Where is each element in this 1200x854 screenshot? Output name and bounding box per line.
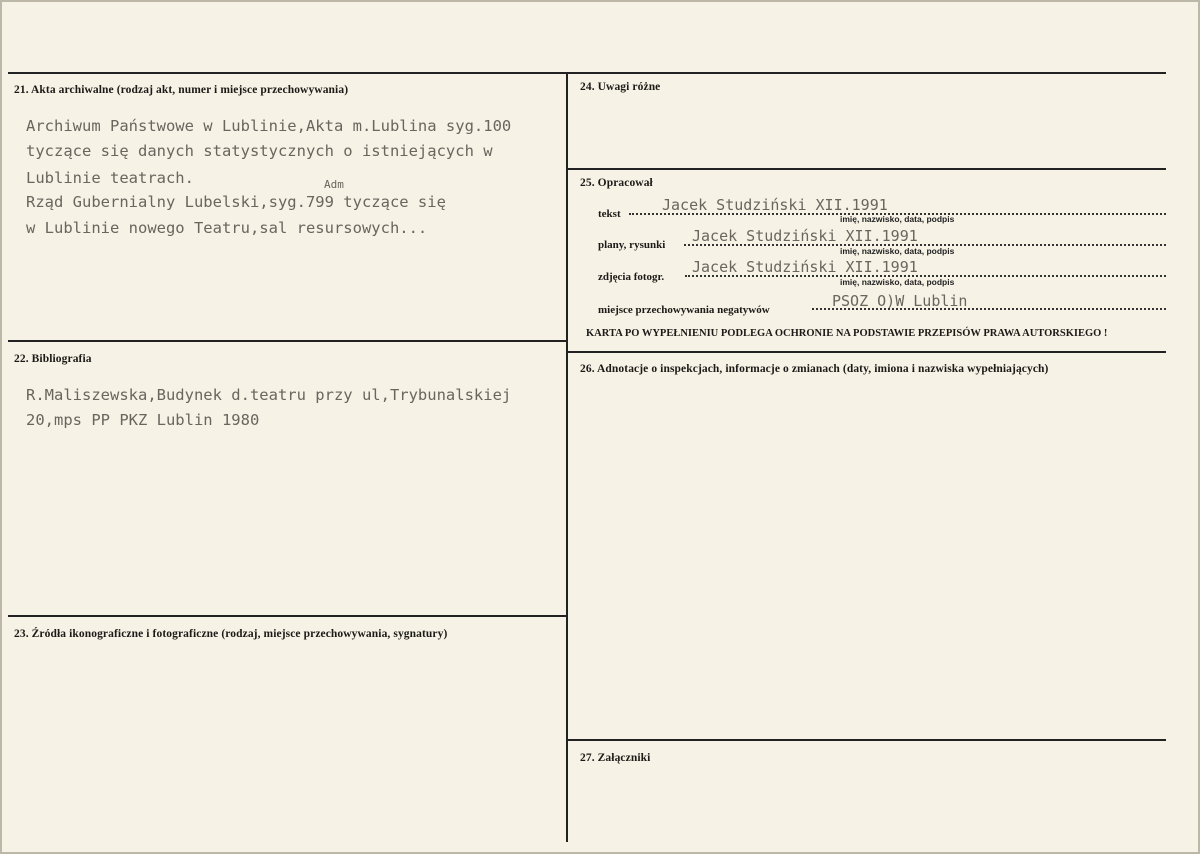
right-rule-3 xyxy=(566,739,1166,741)
section-21-line-3: Lublinie teatrach. xyxy=(26,169,194,187)
row-zdjecia-label: zdjęcia fotogr. xyxy=(598,271,665,283)
section-24-title: 24. Uwagi różne xyxy=(580,81,661,93)
section-21-line-4: Rząd Gubernialny Lubelski,syg.799 tyczące się xyxy=(26,193,446,211)
right-rule-2 xyxy=(566,351,1166,353)
row-tekst-caption: imię, nazwisko, data, podpis xyxy=(840,214,955,224)
row-plany-value: Jacek Studziński XII.1991 xyxy=(692,227,918,245)
negatives-value: PSOZ O)W Lublin xyxy=(832,292,968,310)
right-rule-1 xyxy=(566,168,1166,170)
section-26-hint: (daty, imiona i nazwiska wypełniających) xyxy=(842,363,1049,375)
section-21-title xyxy=(14,84,348,96)
section-22-line-1: R.Maliszewska,Budynek d.teatru przy ul,Trybunalskiej xyxy=(26,386,512,404)
section-21-correction: Adm xyxy=(324,178,344,191)
section-27-title: 27. Załączniki xyxy=(580,752,651,764)
center-divider xyxy=(566,72,568,842)
top-rule xyxy=(8,72,1166,74)
negatives-label: miejsce przechowywania negatywów xyxy=(598,304,770,316)
row-zdjecia-caption: imię, nazwisko, data, podpis xyxy=(840,277,955,287)
section-23-title xyxy=(14,628,447,640)
row-plany-caption: imię, nazwisko, data, podpis xyxy=(840,246,955,256)
section-21-line-2: tyczące się danych statystycznych o istniejących w xyxy=(26,142,493,160)
section-22-line-2: 20,mps PP PKZ Lublin 1980 xyxy=(26,411,260,429)
section-25-title: 25. Opracował xyxy=(580,177,653,189)
section-22-title: 22. Bibliografia xyxy=(14,353,92,365)
row-plany-label: plany, rysunki xyxy=(598,239,666,251)
row-tekst-value: Jacek Studziński XII.1991 xyxy=(662,196,888,214)
row-tekst-label: tekst xyxy=(598,208,621,220)
section-21-hint: (rodzaj akt, numer i miejsce przechowywania) xyxy=(116,84,349,96)
section-21-label: 21. Akta archiwalne xyxy=(14,84,114,96)
copyright-notice: KARTA PO WYPEŁNIENIU PODLEGA OCHRONIE NA PODSTAWIE PRZEPISÓW PRAWA AUTORSKIEGO ! xyxy=(586,328,1108,339)
left-rule-2 xyxy=(8,615,568,617)
section-21-line-5: w Lublinie nowego Teatru,sal resursowych... xyxy=(26,219,428,237)
section-26-title xyxy=(580,363,1048,375)
section-21-line-1: Archiwum Państwowe w Lublinie,Akta m.Lublina syg.100 xyxy=(26,117,512,135)
left-rule-1 xyxy=(8,340,568,342)
row-zdjecia-value: Jacek Studziński XII.1991 xyxy=(692,258,918,276)
section-23-hint: (rodzaj, miejsce przechowywania, sygnatury) xyxy=(221,628,448,640)
section-23-label: 23. Źródła ikonograficzne i fotograficzne xyxy=(14,628,219,640)
section-26-label: 26. Adnotacje o inspekcjach, informacje o zmianach xyxy=(580,363,840,375)
